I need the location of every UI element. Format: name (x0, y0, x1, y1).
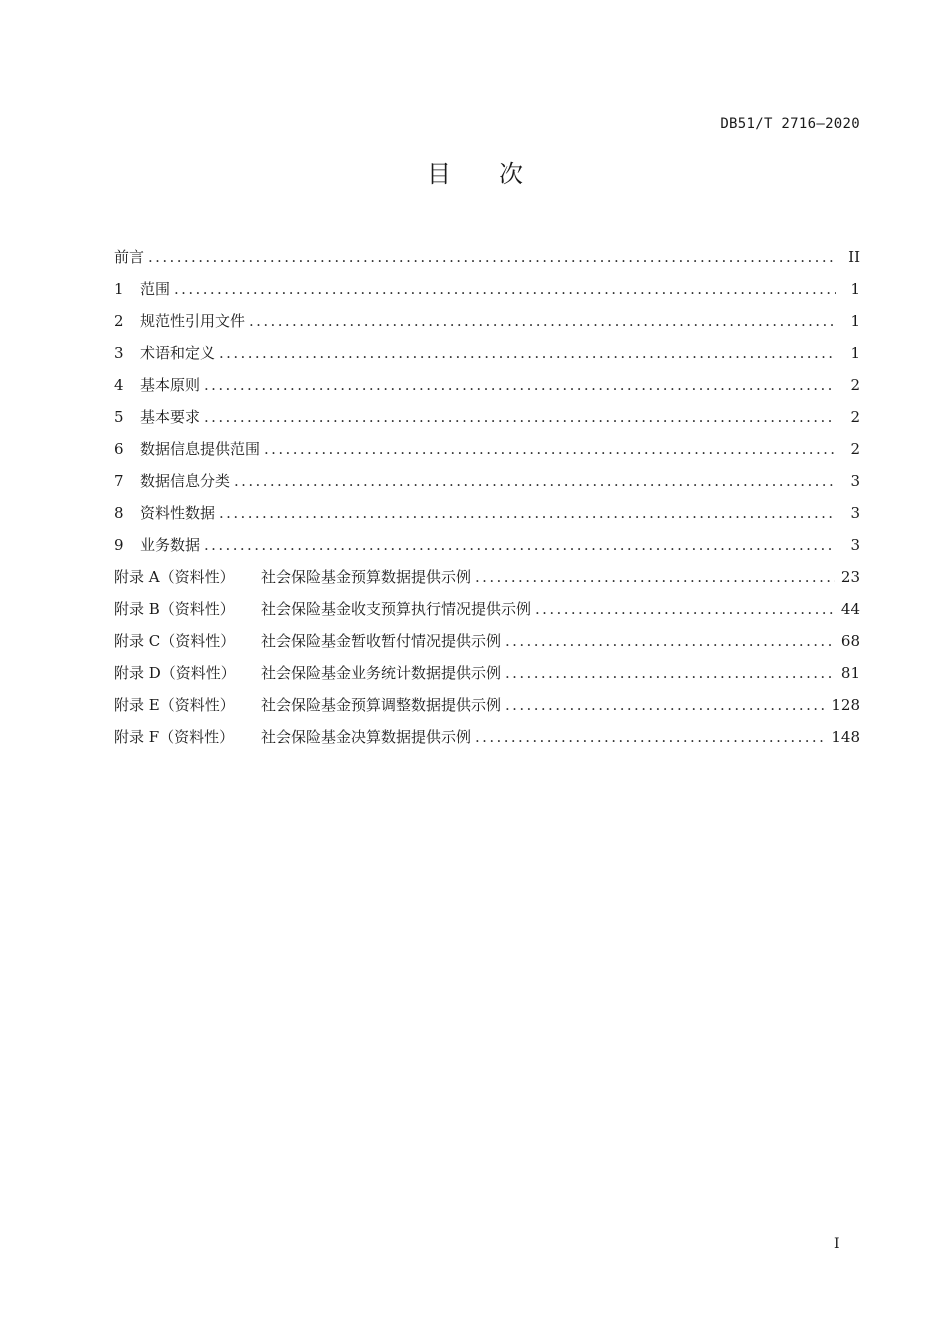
toc-section-number: 3 (114, 344, 124, 362)
toc-entry-appendix-a[interactable] (114, 564, 860, 596)
toc-section-number: 2 (114, 312, 124, 330)
toc-dot-leader (204, 532, 836, 558)
toc-entry-4[interactable] (114, 372, 860, 404)
toc-entry-title: 术语和定义 (140, 344, 216, 362)
toc-page-number: 1 (850, 312, 860, 330)
toc-entry-title: 前言 (114, 248, 145, 266)
toc-page-number: 148 (831, 728, 860, 746)
toc-appendix-label: 附录 E（资料性） (114, 696, 235, 714)
toc-page-number: 81 (840, 664, 860, 682)
toc-entry-title: 社会保险基金收支预算执行情况提供示例 (261, 600, 532, 618)
toc-entry-appendix-f[interactable] (114, 724, 860, 756)
toc-page-number: 2 (850, 440, 860, 458)
toc-appendix-label: 附录 D（资料性） (114, 664, 236, 682)
toc-entry-8[interactable] (114, 500, 860, 532)
toc-dot-leader (475, 724, 825, 750)
table-of-contents (114, 244, 860, 756)
toc-dot-leader (174, 276, 836, 302)
toc-page-number: 44 (840, 600, 860, 618)
toc-entry-6[interactable] (114, 436, 860, 468)
toc-dot-leader (505, 628, 835, 654)
toc-dot-leader (264, 436, 836, 462)
toc-entry-title: 范围 (140, 280, 171, 298)
toc-entry-7[interactable] (114, 468, 860, 500)
toc-page-number: 68 (840, 632, 860, 650)
toc-entry-foreword[interactable] (114, 244, 860, 276)
toc-section-number: 8 (114, 504, 124, 522)
toc-section-number: 1 (114, 280, 124, 298)
toc-dot-leader (535, 596, 835, 622)
toc-entry-1[interactable] (114, 276, 860, 308)
toc-appendix-label: 附录 B（资料性） (114, 600, 235, 618)
page-number: I (834, 1236, 840, 1252)
toc-entry-9[interactable] (114, 532, 860, 564)
toc-entry-5[interactable] (114, 404, 860, 436)
toc-dot-leader (219, 500, 836, 526)
toc-page-number: 3 (850, 504, 860, 522)
toc-dot-leader (505, 692, 825, 718)
toc-dot-leader (204, 404, 836, 430)
toc-page-number: 23 (840, 568, 860, 586)
toc-title: 目次 (427, 160, 571, 188)
toc-page-number: 2 (850, 376, 860, 394)
toc-section-number: 6 (114, 440, 124, 458)
document-code: DB51/T 2716—2020 (720, 116, 860, 132)
toc-section-number: 5 (114, 408, 124, 426)
toc-entry-2[interactable] (114, 308, 860, 340)
toc-entry-title: 社会保险基金暂收暂付情况提供示例 (261, 632, 502, 650)
toc-entry-appendix-d[interactable] (114, 660, 860, 692)
toc-page-number: 1 (850, 280, 860, 298)
toc-dot-leader (505, 660, 835, 686)
toc-entry-title: 资料性数据 (140, 504, 216, 522)
toc-entry-appendix-b[interactable] (114, 596, 860, 628)
toc-section-number: 7 (114, 472, 124, 490)
toc-page-number: II (848, 248, 860, 266)
toc-entry-title: 社会保险基金预算数据提供示例 (261, 568, 472, 586)
toc-entry-title: 社会保险基金预算调整数据提供示例 (261, 696, 502, 714)
toc-entry-title: 业务数据 (140, 536, 201, 554)
toc-page-number: 128 (831, 696, 860, 714)
toc-section-number: 9 (114, 536, 124, 554)
toc-page-number: 3 (850, 536, 860, 554)
toc-entry-3[interactable] (114, 340, 860, 372)
toc-appendix-label: 附录 C（资料性） (114, 632, 236, 650)
toc-page-number: 2 (850, 408, 860, 426)
toc-entry-title: 数据信息分类 (140, 472, 231, 490)
toc-entry-title: 基本原则 (140, 376, 201, 394)
toc-dot-leader (204, 372, 836, 398)
toc-page-number: 3 (850, 472, 860, 490)
toc-appendix-label: 附录 F（资料性） (114, 728, 235, 746)
toc-entry-title: 规范性引用文件 (140, 312, 246, 330)
toc-section-number: 4 (114, 376, 124, 394)
toc-entry-appendix-c[interactable] (114, 628, 860, 660)
toc-dot-leader (475, 564, 835, 590)
toc-dot-leader (249, 308, 836, 334)
toc-dot-leader (219, 340, 836, 366)
toc-entry-title: 基本要求 (140, 408, 201, 426)
toc-entry-title: 社会保险基金业务统计数据提供示例 (261, 664, 502, 682)
toc-dot-leader (234, 468, 836, 494)
toc-entry-appendix-e[interactable] (114, 692, 860, 724)
toc-dot-leader (148, 244, 836, 270)
toc-entry-title: 数据信息提供范围 (140, 440, 261, 458)
toc-entry-title: 社会保险基金决算数据提供示例 (261, 728, 472, 746)
toc-page-number: 1 (850, 344, 860, 362)
toc-appendix-label: 附录 A（资料性） (114, 568, 235, 586)
